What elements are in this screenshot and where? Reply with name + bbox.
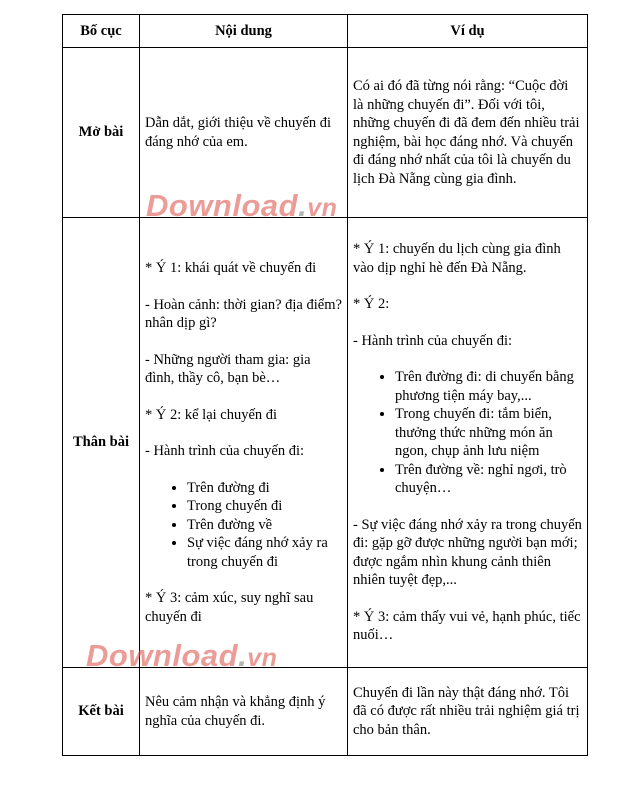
label-than-bai: Thân bài [63,218,140,668]
example-ket-bai-text: Chuyến đi lần này thật đáng nhớ. Tôi đã có được rất nhiều trải nghiệm giá trị cho bản thân. [353,684,580,738]
watermark-text: Download [146,188,299,223]
label-ket-bai: Kết bài [63,668,140,756]
content-than-bai [140,218,348,668]
example-y2: * Ý 2: [353,296,390,313]
example-than-bai [348,218,588,668]
list-item: • Trên đường đi [187,479,342,498]
content-y1-participants: - Những người tham gia: gia đình, thầy cô, bạn bè… [145,351,311,386]
content-journey-list [145,479,342,572]
list-item: • Trên đường về: nghỉ ngơi, trò chuyện… [395,461,582,498]
list-item: • Sự việc đáng nhớ xảy ra trong chuyến đi [187,534,342,571]
example-y1: * Ý 1: chuyến du lịch cùng gia đình vào dịp nghỉ hè đến Đà Nẵng. [353,241,561,276]
example-journey: - Hành trình của chuyến đi: [353,332,513,349]
example-mo-bai [348,48,588,218]
list-item: • Trong chuyến đi: tắm biển, thưởng thức những món ăn ngon, chụp ảnh lưu niệm [395,405,582,461]
content-ket-bai [140,668,348,756]
example-ket-bai [348,668,588,756]
header-row [63,15,588,48]
watermark-dot: . [238,638,248,673]
list-item: • Trên đường đi: di chuyển bằng phương tiện máy bay,... [395,368,582,405]
watermark-text: Download [86,638,239,673]
list-item: • Trên đường về [187,516,342,535]
example-journey-list [353,368,582,498]
watermark-dot: . [298,188,308,223]
list-item: • Trong chuyến đi [187,497,342,516]
content-y3: * Ý 3: cảm xúc, suy nghĩ sau chuyến đi [145,590,314,625]
watermark [86,638,277,674]
content-ket-bai-text: Nêu cảm nhận và khẳng định ý nghĩa của chuyến đi. [145,694,326,729]
watermark-tld: vn [307,194,338,222]
example-mo-bai-text: Có ai đó đã từng nói rằng: “Cuộc đời là những chuyến đi”. Đối với tôi, những chuyến đi đã đem đến nhiều trải nghiệm, bài học đáng nhớ. Và chuyến đi đáng nhớ nhất của tôi là chuyến du lịch Đà Nẵng cùng gia đình. [353,78,580,187]
content-y1: * Ý 1: khái quát về chuyến đi [145,260,317,276]
row-than-bai [63,218,588,668]
row-ket-bai [63,668,588,756]
example-event: - Sự việc đáng nhớ xảy ra trong chuyến đi: gặp gỡ được những người bạn mới; được ngắm nhìn khung cảnh thiên nhiên tuyệt đẹp,... [353,516,582,589]
content-journey: - Hành trình của chuyến đi: [145,443,305,459]
label-mo-bai: Mở bài [63,48,140,218]
content-mo-bai-text: Dẫn dắt, giới thiệu về chuyến đi đáng nhớ của em. [145,115,332,150]
header-example: Ví dụ [348,15,588,48]
example-y3: * Ý 3: cảm thấy vui vẻ, hạnh phúc, tiếc nuối… [353,608,581,644]
watermark [146,188,337,224]
header-structure: Bố cục [63,15,140,48]
watermark-tld: vn [247,644,278,672]
content-y1-circumstance: - Hoàn cảnh: thời gian? địa điểm? nhân dịp gì? [145,296,342,331]
header-content: Nội dung [140,15,348,48]
content-y2: * Ý 2: kể lại chuyến đi [145,406,278,423]
